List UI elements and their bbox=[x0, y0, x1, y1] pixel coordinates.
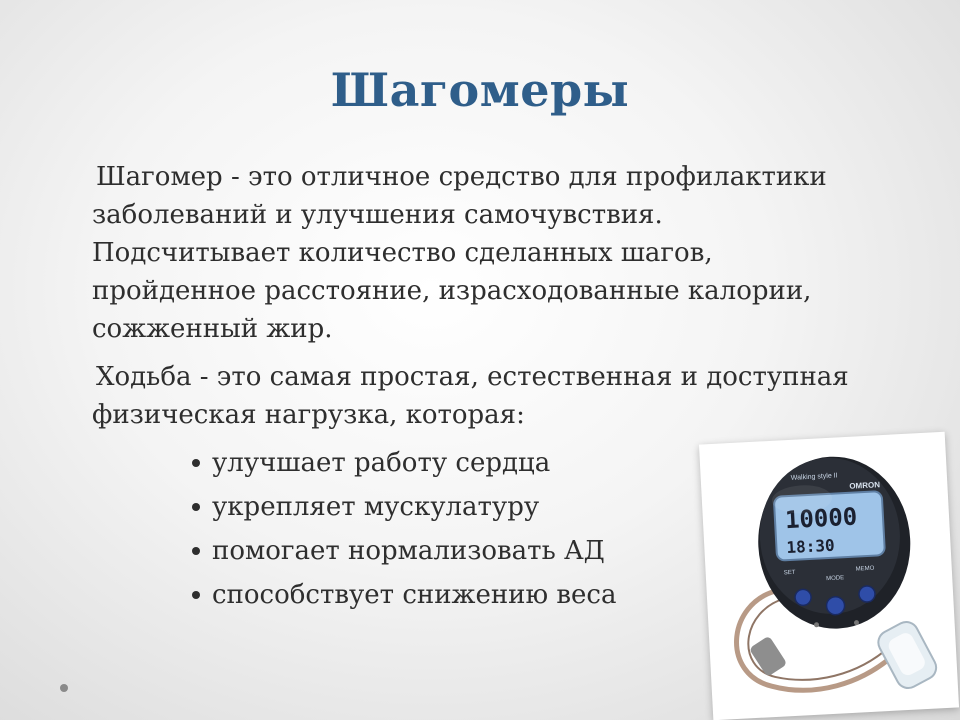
lcd-steps: 10000 bbox=[784, 502, 858, 535]
pedometer-illustration bbox=[699, 432, 959, 720]
memo-button bbox=[859, 586, 876, 603]
list-item-text: способствует снижению веса bbox=[212, 580, 617, 610]
paragraph-line: Ходьба - это самая простая, естественная и доступная bbox=[96, 362, 849, 392]
connector bbox=[749, 636, 788, 678]
pedometer-photo bbox=[699, 432, 959, 720]
bullet-icon bbox=[192, 459, 200, 467]
list-item bbox=[192, 441, 617, 485]
list-item-text: укрепляет мускулатуру bbox=[212, 492, 540, 522]
paragraph-line: заболеваний и улучшения самочувствия. bbox=[92, 200, 663, 230]
list-item bbox=[192, 485, 617, 529]
set-button bbox=[795, 589, 812, 606]
slide-indicator-dot bbox=[60, 684, 68, 692]
benefits-list bbox=[192, 441, 617, 617]
paragraph-line: пройденное расстояние, израсходованные калории, bbox=[92, 276, 812, 306]
list-item-text: улучшает работу сердца bbox=[212, 448, 551, 478]
bullet-icon bbox=[192, 591, 200, 599]
paragraph-walking bbox=[92, 358, 912, 434]
lcd-time: 18:30 bbox=[785, 535, 836, 558]
mode-label: MODE bbox=[826, 575, 845, 583]
bullet-icon bbox=[192, 547, 200, 555]
paragraph-pedometer bbox=[92, 158, 912, 348]
list-item bbox=[192, 529, 617, 573]
paragraph-line: физическая нагрузка, которая: bbox=[92, 400, 525, 430]
brand-label: OMRON bbox=[849, 480, 881, 491]
mode-button bbox=[826, 596, 845, 615]
paragraph-line: Подсчитывает количество сделанных шагов, bbox=[92, 238, 713, 268]
set-label: SET bbox=[783, 569, 796, 577]
paragraph-line: сожженный жир. bbox=[92, 314, 333, 344]
list-item bbox=[192, 573, 617, 617]
bullet-icon bbox=[192, 503, 200, 511]
list-item-text: помогает нормализовать АД bbox=[212, 536, 605, 566]
memo-label: MEMO bbox=[855, 565, 875, 573]
slide-title: Шагомеры bbox=[330, 63, 630, 117]
paragraph-line: Шагомер - это отличное средство для профилактики bbox=[96, 162, 827, 192]
model-label: Walking style II bbox=[790, 472, 838, 482]
